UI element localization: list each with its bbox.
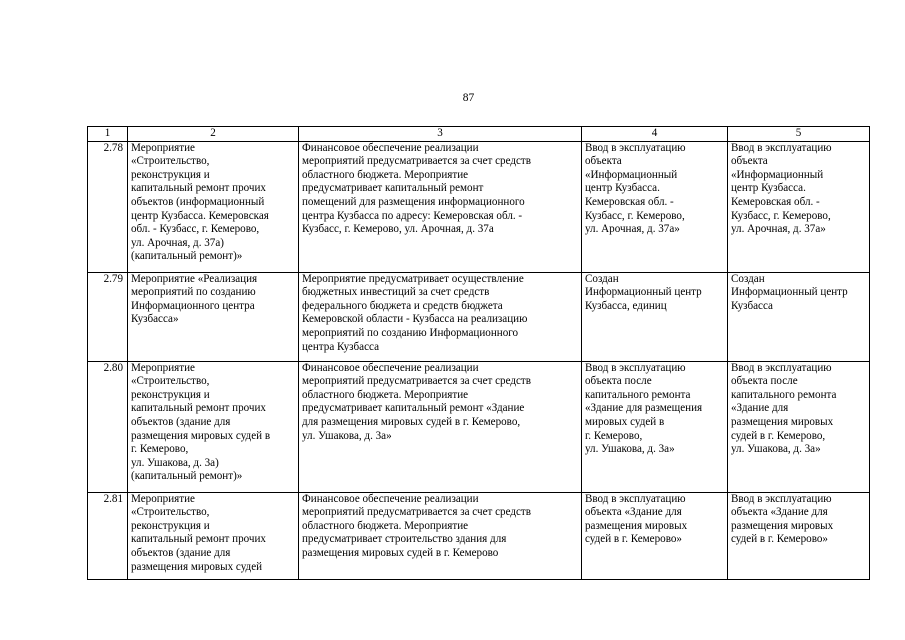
- measures-table: [87, 126, 870, 580]
- measure-name: Мероприятие «Строительство, реконструкция и капитальный ремонт прочих объектов (здание для размещения мировых судей в г. Кемерово, ул. Ушакова, д. 3а) (капитальный ремонт)»: [128, 361, 299, 492]
- header-cell: 4: [582, 127, 728, 142]
- table-header-row: [88, 127, 870, 142]
- header-cell: 2: [128, 127, 299, 142]
- measure-indicator: Ввод в эксплуатацию объекта после капитального ремонта «Здание для размещения мировых судей в г. Кемерово, ул. Ушакова, д. 3а»: [582, 361, 728, 492]
- measure-name: Мероприятие «Строительство, реконструкция и капитальный ремонт прочих объектов (информационный центр Кузбасса. Кемеровская обл. - Кузбасс, г. Кемерово, ул. Арочная, д. 37а) (капитальный ремонт)»: [128, 141, 299, 272]
- measure-result: Ввод в эксплуатацию объекта «Информационный центр Кузбасса. Кемеровская обл. - Кузбасс, г. Кемерово, ул. Арочная, д. 37а»: [728, 141, 870, 272]
- table-row: [88, 272, 870, 361]
- header-cell: 1: [88, 127, 128, 142]
- table-row: [88, 361, 870, 492]
- page-number: 87: [462, 92, 475, 104]
- measure-result: Ввод в эксплуатацию объекта после капитального ремонта «Здание для размещения мировых судей в г. Кемерово, ул. Ушакова, д. 3а»: [728, 361, 870, 492]
- row-number: 2.80: [88, 361, 128, 492]
- table-row: [88, 141, 870, 272]
- row-number: 2.78: [88, 141, 128, 272]
- row-number: 2.79: [88, 272, 128, 361]
- measure-name: Мероприятие «Реализация мероприятий по созданию Информационного центра Кузбасса»: [128, 272, 299, 361]
- measure-result: Создан Информационный центр Кузбасса: [728, 272, 870, 361]
- measure-description: Мероприятие предусматривает осуществление бюджетных инвестиций за счет средств федерального бюджета и средств бюджета Кемеровской области - Кузбасса на реализацию мероприятий по созданию Информационного центра Кузбасса: [299, 272, 582, 361]
- measure-result: Ввод в эксплуатацию объекта «Здание для размещения мировых судей в г. Кемерово»: [728, 492, 870, 579]
- header-cell: 3: [299, 127, 582, 142]
- table-row: [88, 492, 870, 579]
- measure-description: Финансовое обеспечение реализации мероприятий предусматривается за счет средств областного бюджета. Мероприятие предусматривает строительство здания для размещения мировых судей в г. Кемерово: [299, 492, 582, 579]
- measure-indicator: Ввод в эксплуатацию объекта «Информационный центр Кузбасса. Кемеровская обл. - Кузбасс, г. Кемерово, ул. Арочная, д. 37а»: [582, 141, 728, 272]
- row-number: 2.81: [88, 492, 128, 579]
- measure-description: Финансовое обеспечение реализации мероприятий предусматривается за счет средств областного бюджета. Мероприятие предусматривает капитальный ремонт «Здание для размещения мировых судей в г. Кемерово, ул. Ушакова, д. 3а»: [299, 361, 582, 492]
- measure-indicator: Ввод в эксплуатацию объекта «Здание для размещения мировых судей в г. Кемерово»: [582, 492, 728, 579]
- measure-indicator: Создан Информационный центр Кузбасса, единиц: [582, 272, 728, 361]
- measure-description: Финансовое обеспечение реализации мероприятий предусматривается за счет средств областного бюджета. Мероприятие предусматривает капитальный ремонт помещений для размещения информационного центра Кузбасса по адресу: Кемеровская обл. - Кузбасс, г. Кемерово, ул. Арочная, д. 37а: [299, 141, 582, 272]
- header-cell: 5: [728, 127, 870, 142]
- measure-name: Мероприятие «Строительство, реконструкция и капитальный ремонт прочих объектов (здание для размещения мировых судей: [128, 492, 299, 579]
